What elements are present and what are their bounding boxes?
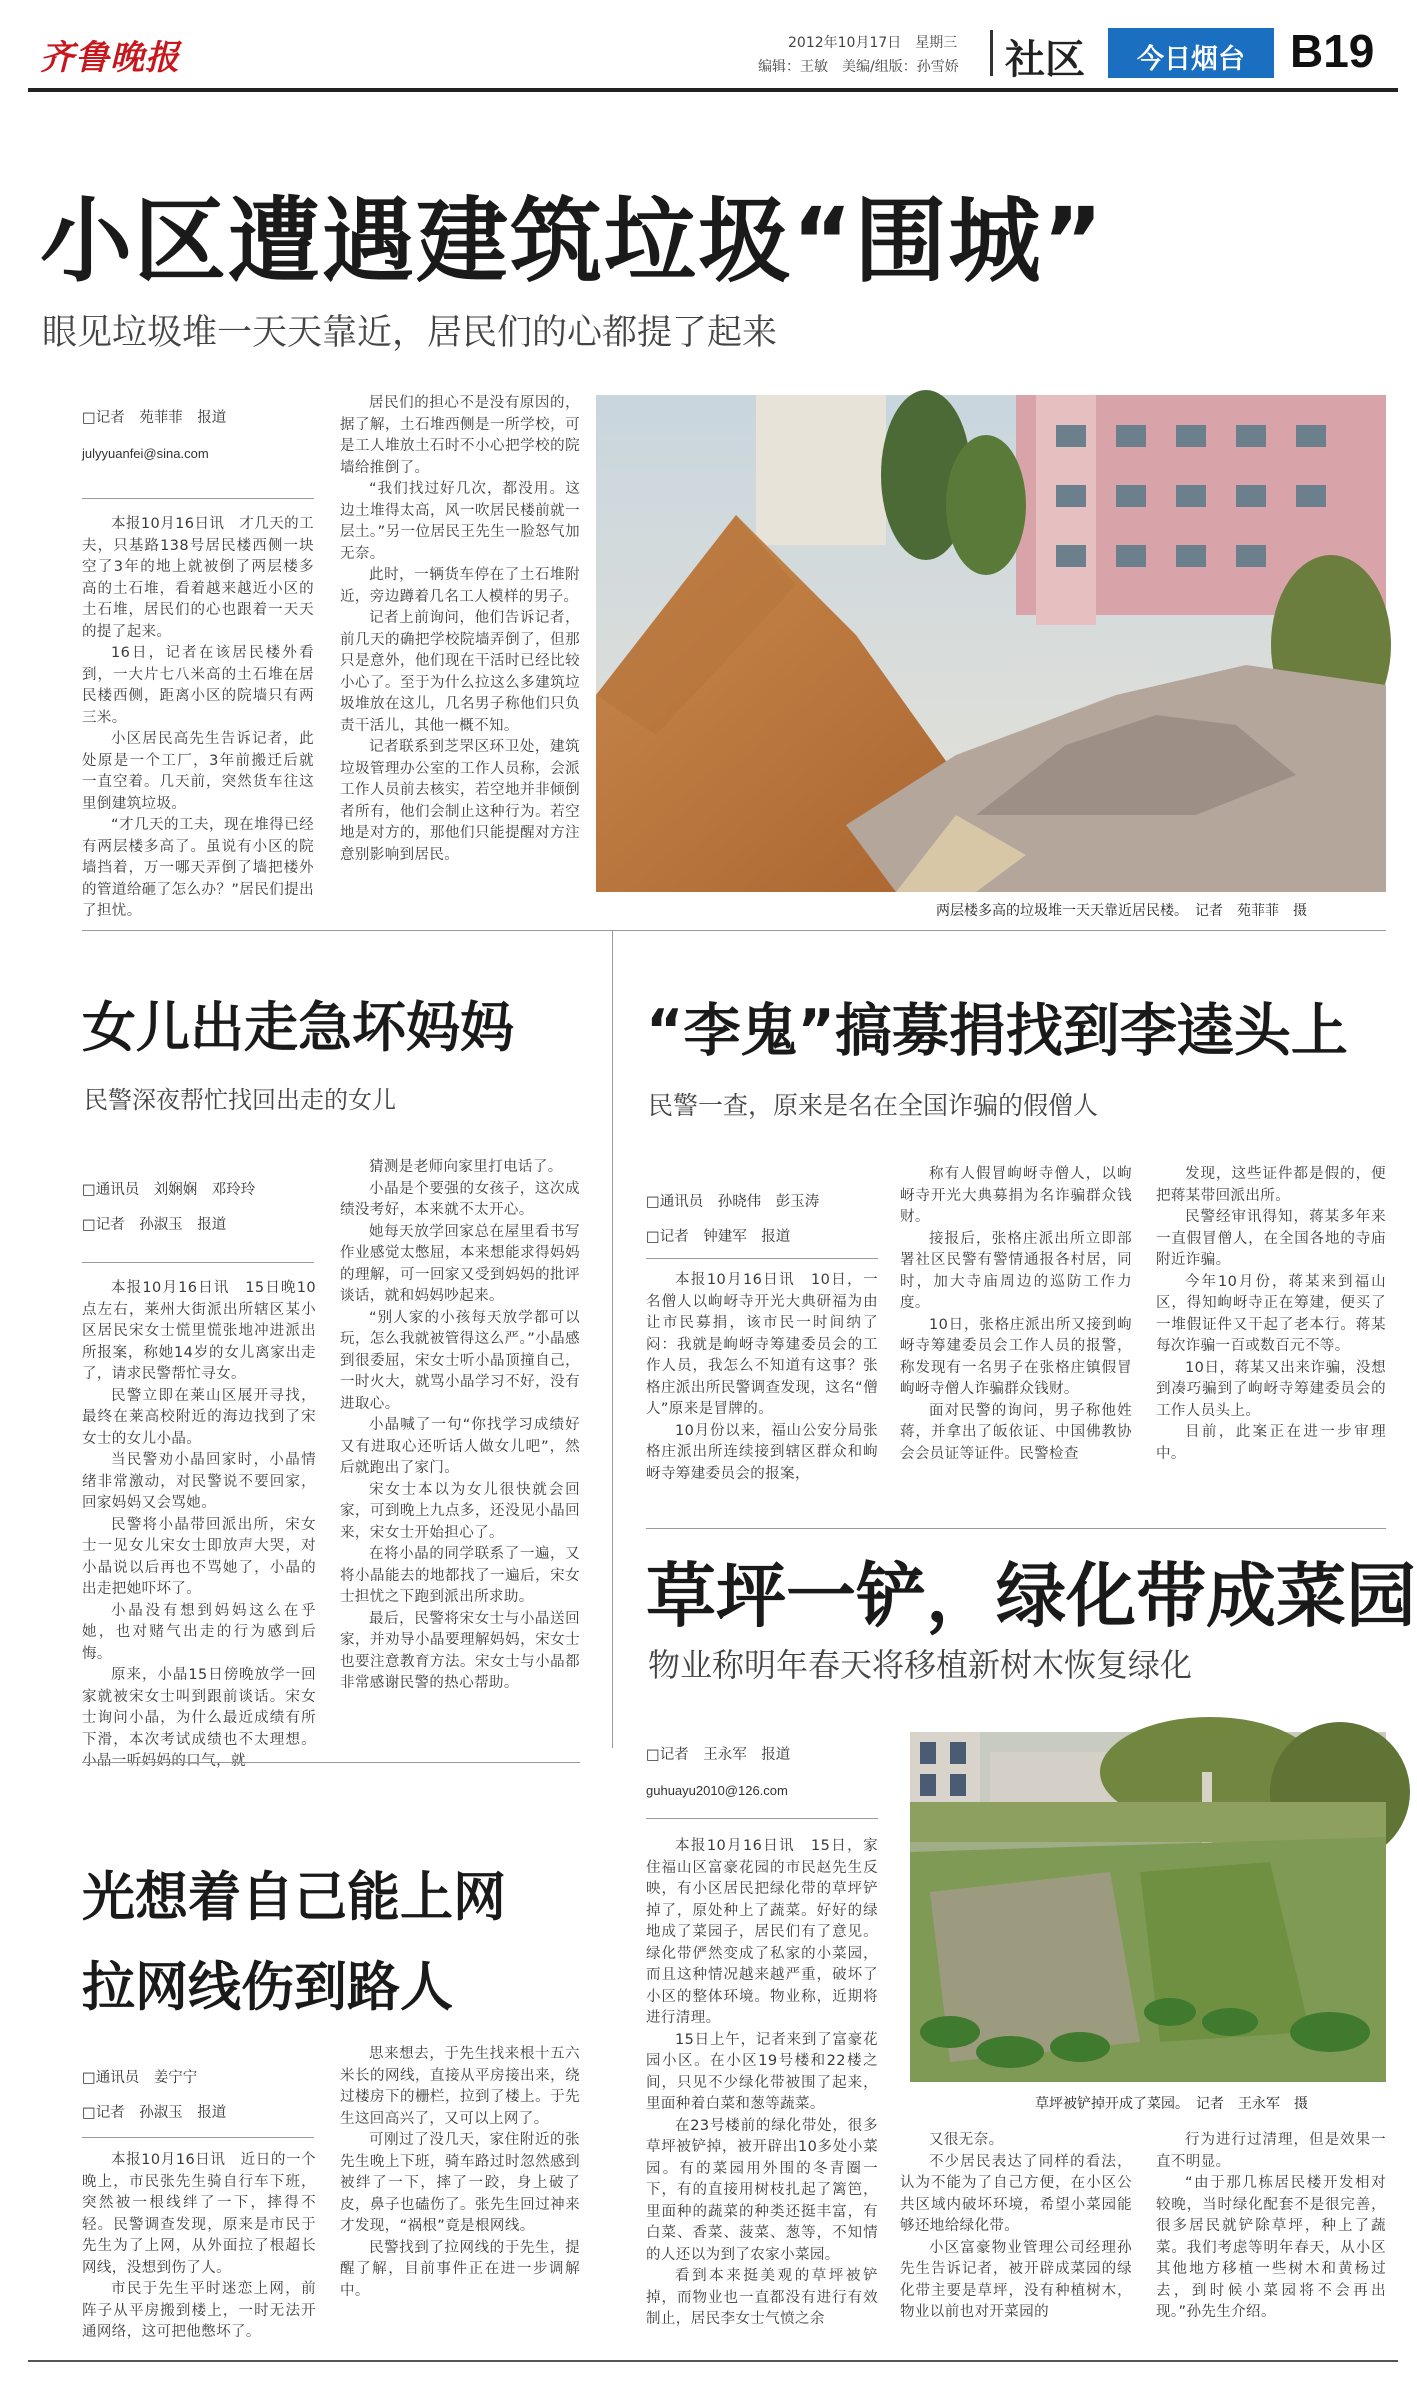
paragraph: 10月份以来，福山公安分局张格庄派出所连续接到辖区群众和岣岈寺筹建委员会的报案， (646, 1422, 878, 1482)
story3-column-a (646, 1270, 878, 1530)
story4-deck: 物业称明年春天将移植新树木恢复绿化 (648, 1646, 1193, 1684)
paragraph: 10日，蒋某又出来诈骗，没想到凑巧骗到了岣岈寺筹建委员会的工作人员头上。 (1156, 1359, 1386, 1419)
paragraph: 本报10月16日讯 才几天的工夫，只基路138号居民楼西侧一块空了3年的地上就被倒了两层楼多高的土石堆，看着越来越近小区的土石堆，居民们的心也跟着一天天的提了起来。 (82, 516, 314, 640)
issue-date: 2012年10月17日 星期三 (788, 35, 958, 51)
page-bottom-rule (28, 2360, 1398, 2362)
story2-byline-rule (82, 1262, 314, 1263)
story1-byline (82, 408, 312, 478)
paragraph: 原来，小晶15日傍晚放学一回家就被宋女士叫到跟前谈话。宋女士询问小晶，为什么最近成绩有所下滑，本次考试成绩也不太理想。小晶一听妈妈的口气，就 (82, 1667, 316, 1769)
paragraph: “别人家的小孩每天放学都可以玩，怎么我就被管得这么严。”小晶感到很委屈，宋女士听小晶顶撞自己，一时火大，就骂小晶学习不好，没有进取心。 (340, 1309, 580, 1412)
story4-byline (646, 1745, 906, 1815)
story2-column-b (340, 1157, 580, 1758)
story1-column-b (340, 393, 580, 913)
story3-byline-rule (646, 1258, 878, 1259)
story4-caption: 草坪被铲掉开成了菜园。 记者 王永军 摄 (1035, 2096, 1308, 2112)
paragraph: 小晶没有想到妈妈这么在乎她，也对赌气出走的行为感到后悔。 (82, 1602, 316, 1662)
paragraph: 民警经审讯得知，蒋某多年来一直假冒僧人，在全国各地的寺庙附近诈骗。 (1156, 1209, 1386, 1268)
story3-reporter: □记者 钟建军 报道 (646, 1229, 791, 1245)
story3-bottom-rule (646, 1528, 1386, 1529)
story5-reporter: □记者 孙淑玉 报道 (82, 2105, 227, 2121)
paragraph: 当民警劝小晶回家时，小晶情绪非常激动，对民警说不要回家，回家妈妈又会骂她。 (82, 1452, 316, 1511)
paragraph: 10日，张格庄派出所又接到岣岈寺筹建委员会工作人员的报警，称发现有一名男子在张格庄镇假冒岣岈寺僧人诈骗群众钱财。 (900, 1316, 1132, 1397)
story3-headline: “李鬼”搞募捐找到李逵头上 (646, 998, 1348, 1064)
story1-caption: 两层楼多高的垃圾堆一天天靠近居民楼。 记者 苑菲菲 摄 (936, 903, 1307, 919)
story1-email: julyyuanfei@sina.com (82, 446, 209, 461)
story5-column-a (82, 2150, 316, 2346)
paragraph: 在23号楼前的绿化带处，很多草坪被铲掉，被开辟出10多处小菜园。有的菜园用外围的冬青圈一下，有的直接用树枝扎起了篱笆，里面种的蔬菜的种类还挺丰富，有白菜、香菜、菠菜、葱等，不知情的人还以为到了农家小菜园。 (646, 2117, 878, 2263)
story4-column-c (1156, 2130, 1386, 2346)
story5-headline-line2: 拉网线伤到路人 (82, 1957, 453, 2018)
paragraph: 她每天放学回家总在屋里看书写作业感觉太憋屈，本来想能求得妈妈的理解，可一回家又受到妈妈的批评谈话，就和妈妈吵起来。 (340, 1223, 580, 1304)
masthead-logo: 齐鲁晚报 (40, 38, 180, 78)
vegetable-garden-illustration (910, 1732, 1386, 2082)
paragraph: 思来想去，于先生找来根十五六米长的网线，直接从平房接出来，绕过楼房下的栅栏，拉到了楼上。于先生这回高兴了，又可以上网了。 (340, 2046, 580, 2127)
story2-headline: 女儿出走急坏妈妈 (82, 996, 514, 1059)
story4-reporter: □记者 王永军 报道 (646, 1747, 791, 1763)
story3-column-b (900, 1164, 1132, 1530)
story5-byline (82, 2068, 312, 2138)
paragraph: “由于那几栋居民楼开发相对较晚，当时绿化配套不是很完善，很多居民就铲除草坪，种上了蔬菜。我们考虑等明年春天，从小区其他地方移植一些树木和黄杨过去，到时候小菜园将不会再出现。”孙先生介绍。 (1156, 2175, 1386, 2320)
paragraph: 小区居民高先生告诉记者，此处原是一个工厂，3年前搬迁后就一直空着。几天前，突然货车往这里倒建筑垃圾。 (82, 731, 314, 812)
paragraph: 猜测是老师向家里打电话了。 (369, 1159, 563, 1175)
story1-column-a (82, 514, 314, 919)
story1-reporter: □记者 苑菲菲 报道 (82, 410, 227, 426)
story2-deck: 民警深夜帮忙找回出走的女儿 (84, 1086, 396, 1114)
rubble-photo-illustration (596, 395, 1386, 892)
editor-credits: 编辑：王敏 美编/组版：孙雪娇 (758, 59, 959, 75)
story4-column-b (900, 2130, 1132, 2346)
paragraph: 民警立即在莱山区展开寻找，最终在莱高校附近的海边找到了宋女士的女儿小晶。 (82, 1387, 316, 1447)
paragraph: 最后，民警将宋女士与小晶送回家，并劝导小晶要理解妈妈，宋女士也要注意教育方法。宋女士与小晶都非常感谢民警的热心帮助。 (340, 1610, 580, 1691)
story1-headline: 小区遭遇建筑垃圾“围城” (40, 188, 1105, 295)
paragraph: 目前，此案正在进一步审理中。 (1156, 1424, 1386, 1462)
paragraph: 此时，一辆货车停在了土石堆附近，旁边蹲着几名工人模样的男子。 (340, 567, 580, 605)
masthead-separator (990, 30, 993, 76)
paragraph: 行为进行过清理，但是效果一直不明显。 (1156, 2132, 1386, 2170)
story5-top-rule (82, 1762, 580, 1763)
paragraph: 本报10月16日讯 10日，一名僧人以岣岈寺开光大典研福为由让市民募捐，该市民一时间纳了闷：我就是岣岈寺筹建委员会的工作人员，我怎么不知道有这事？张格庄派出所民警调查发现，这名“僧人”原来是冒牌的。 (646, 1272, 878, 1417)
story2-reporter: □记者 孙淑玉 报道 (82, 1217, 227, 1233)
story4-column-a (646, 1836, 878, 2346)
paragraph: 民警找到了拉网线的于先生，提醒了解，目前事件正在进一步调解中。 (340, 2239, 580, 2299)
paragraph: 可刚过了没几天，家住附近的张先生晚上下班，骑车路过时忽然感到被绊了一下，摔了一跤，身上破了皮，鼻子也磕伤了。张先生回过神来才发现，“祸根”竟是根网线。 (340, 2132, 580, 2234)
paragraph: 小区富豪物业管理公司经理孙先生告诉记者，被开辟成菜园的绿化带主要是草坪，没有种植树木，物业以前也对开菜园的 (900, 2239, 1132, 2320)
story5-headline-line1: 光想着自己能上网 (82, 1867, 506, 1928)
story3-correspondents: □通讯员 孙晓伟 彭玉涛 (646, 1194, 820, 1210)
paragraph: 记者上前询问，他们告诉记者，前几天的确把学校院墙弄倒了，但那只是意外，他们现在干活时已经比较小心了。至于为什么拉这么多建筑垃圾堆放在这儿，几名男子称他们只负责干活儿，其他一概不知。 (340, 610, 580, 734)
masthead-rule (28, 88, 1398, 92)
paragraph: 看到本来挺美观的草坪被铲掉，而物业也一直都没有进行有效制止，居民李女士气愤之余 (646, 2268, 878, 2327)
story5-byline-rule (82, 2137, 314, 2138)
story4-byline-rule (646, 1818, 878, 1819)
story2-correspondents: □通讯员 刘娴娴 邓玲玲 (82, 1182, 256, 1198)
paragraph: 记者联系到芝罘区环卫处，建筑垃圾管理办公室的工作人员称，会派工作人员前去核实，若空地并非倾倒者所有，他们会制止这种行为。若空地是对方的，那他们只能提醒对方注意别影响到居民。 (340, 739, 580, 863)
story3-column-c (1156, 1164, 1386, 1530)
edition-label: 今日烟台 (1137, 44, 1245, 75)
story4-photo (910, 1732, 1386, 2082)
story2-byline (82, 1180, 312, 1250)
paragraph: 本报10月16日讯 15日，家住福山区富豪花园的市民赵先生反映，有小区居民把绿化带的草坪铲掉了，原处种上了蔬菜。好好的绿地成了菜园子，居民们有了意见。绿化带俨然变成了私家的小菜园，而且这种情况越来越严重，破坏了小区的整体环境。物业称，近期将进行清理。 (646, 1838, 878, 2026)
story5-correspondent: □通讯员 姜宁宁 (82, 2070, 198, 2086)
paragraph: 16日，记者在该居民楼外看到，一大片七八米高的土石堆在居民楼西侧，距离小区的院墙只有两三米。 (82, 645, 314, 726)
paragraph: 宋女士本以为女儿很快就会回家，可到晚上九点多，还没见小晶回来，宋女士开始担心了。 (340, 1481, 580, 1541)
paragraph: 不少居民表达了同样的看法，认为不能为了自己方便，在小区公共区域内破坏环境，希望小菜园能够还地给绿化带。 (900, 2153, 1132, 2234)
paragraph: 小晶是个要强的女孩子，这次成绩没考好，本来就不太开心。 (340, 1180, 580, 1218)
paragraph: 居民们的担心不是没有原因的，据了解，土石堆西侧是一所学校，可是工人堆放土石时不小心把学校的院墙给推倒了。 (340, 395, 580, 476)
paragraph: 又很无奈。 (929, 2132, 1004, 2148)
paragraph: 市民于先生平时迷恋上网，前阵子从平房搬到楼上，一时无法开通网络，这可把他憋坏了。 (82, 2281, 316, 2340)
paragraph: 称有人假冒岣岈寺僧人，以岣岈寺开光大典募捐为名诈骗群众钱财。 (900, 1166, 1132, 1225)
paragraph: 民警将小晶带回派出所，宋女士一见女儿宋女士即放声大哭，对小晶说以后再也不骂她了，小晶的出走把她吓坏了。 (82, 1516, 316, 1597)
story4-email: guhuayu2010@126.com (646, 1783, 788, 1798)
story3-byline (646, 1192, 876, 1262)
paragraph: “才几天的工夫，现在堆得已经有两层楼多高了。虽说有小区的院墙挡着，万一哪天弄倒了墙把楼外的管道给砸了怎么办？”居民们提出了担忧。 (82, 817, 314, 919)
section-name: 社区 (1005, 37, 1085, 83)
story4-headline: 草坪一铲，绿化带成菜园 (646, 1555, 1416, 1637)
story1-deck: 眼见垃圾堆一天天靠近，居民们的心都提了起来 (42, 313, 778, 353)
paragraph: 今年10月份，蒋某来到福山区，得知岣岈寺正在筹建，便买了一堆假证件又干起了老本行。蒋某每次诈骗一百或数百元不等。 (1156, 1273, 1386, 1354)
story5-column-b (340, 2044, 580, 2346)
paragraph: 发现，这些证件都是假的，便把蒋某带回派出所。 (1156, 1166, 1386, 1204)
paragraph: 接报后，张格庄派出所立即部署社区民警有警情通报各村居，同时，加大寺庙周边的巡防工作力度。 (900, 1230, 1132, 1311)
story2-column-a (82, 1278, 316, 1769)
paragraph: 在将小晶的同学联系了一遍，又将小晶能去的地都找了一遍后，宋女士担忧之下跑到派出所求助。 (340, 1546, 580, 1605)
story3-deck: 民警一查，原来是名在全国诈骗的假僧人 (648, 1091, 1099, 1120)
story1-byline-rule (82, 498, 314, 499)
story1-photo (596, 395, 1386, 892)
paragraph: 本报10月16日讯 15日晚10点左右，莱州大街派出所辖区某小区居民宋女士慌里慌张地冲进派出所报案，称她14岁的女儿离家出走了，请求民警帮忙寻女。 (82, 1280, 316, 1382)
page-number: B19 (1290, 25, 1375, 77)
story-divider-vertical (612, 930, 613, 1748)
paragraph: “我们找过好几次，都没用。这边土堆得太高，风一吹居民楼前就一层土。”另一位居民王先生一脸怒气加无奈。 (340, 481, 580, 562)
paragraph: 15日上午，记者来到了富豪花园小区。在小区19号楼和22楼之间，只见不少绿化带被围了起来，里面种着白菜和葱等蔬菜。 (646, 2031, 878, 2112)
paragraph: 本报10月16日讯 近日的一个晚上，市民张先生骑自行车下班，突然被一根线绊了一下，摔得不轻。民警调查发现，原来是市民于先生为了上网，从外面拉了根超长网线，没想到伤了人。 (82, 2152, 316, 2276)
story1-bottom-rule (82, 930, 1386, 931)
paragraph: 面对民警的询问，男子称他姓蒋，并拿出了皈依证、中国佛教协会会员证等证件。民警检查 (900, 1402, 1132, 1462)
paragraph: 小晶喊了一句“你找学习成绩好又有进取心还听话人做女儿吧”，然后就跑出了家门。 (340, 1417, 580, 1476)
